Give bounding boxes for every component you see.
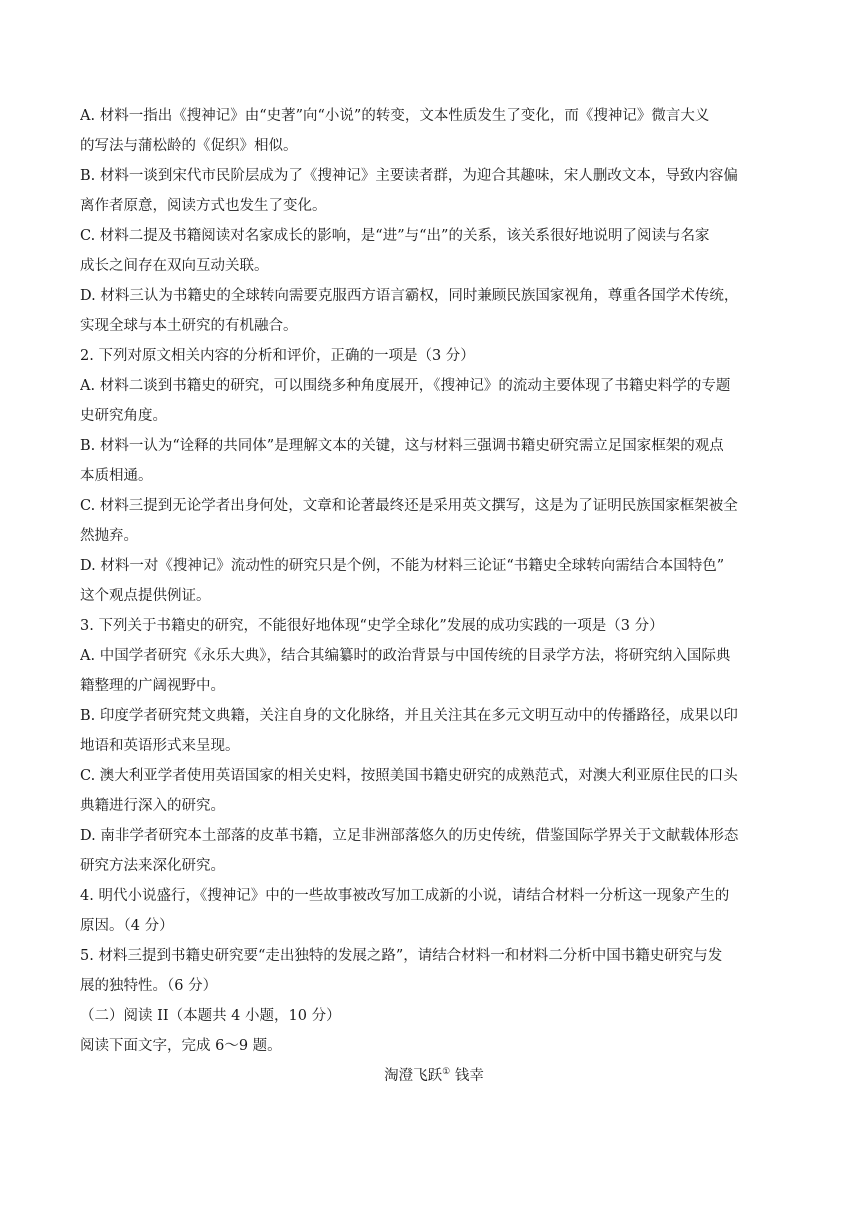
text-line: 实现全球与本土研究的有机融合。 [80,318,298,334]
author-name: 钱幸 [454,1068,484,1084]
text-line: 展的独特性。（6 分） [80,978,218,994]
text-line: C. 材料三提到无论学者出身何处，文章和论著最终还是采用英文撰写，这是为了证明民族国家框架被全 [80,498,738,514]
text-line: A. 中国学者研究《永乐大典》，结合其编纂时的政治背景与中国传统的目录学方法，将研究纳入国际典 [80,648,731,664]
text-line: 籍整理的广阔视野中。 [80,678,225,694]
text-line: A. 材料一指出《搜神记》由“史著”向“小说”的转变，文本性质发生了变化，而《搜神记》微言大义 [80,108,710,124]
text-line: C. 澳大利亚学者使用英语国家的相关史料，按照美国书籍史研究的成熟范式，对澳大利亚原住民的口头 [80,768,738,784]
text-line: 成长之间存在双向互动关联。 [80,258,269,274]
text-line: 离作者原意，阅读方式也发生了变化。 [80,198,327,214]
section-heading: （二）阅读 II（本题共 4 小题，10 分） [80,1008,341,1024]
question-heading: 5. 材料三提到书籍史研究要“走出独特的发展之路”，请结合材料一和材料二分析中国书籍史研究与发 [80,948,723,964]
title-text: 淘澄飞跃 [384,1068,443,1084]
question-heading: 3. 下列关于书籍史的研究，不能很好地体现“史学全球化”发展的成功实践的一项是（3 分） [80,618,664,634]
text-line: D. 材料一对《搜神记》流动性的研究只是个例，不能为材料三论证“书籍史全球转向需结合本国特色” [80,558,725,574]
text-line: 史研究角度。 [80,408,167,424]
text-line: D. 南非学者研究本土部落的皮革书籍，立足非洲部落悠久的历史传统，借鉴国际学界关于文献载体形态 [80,828,739,844]
text-line: 原因。（4 分） [80,918,174,934]
text-line: D. 材料三认为书籍史的全球转向需要克服西方语言霸权，同时兼顾民族国家视角，尊重各国学术传统， [80,288,739,304]
text-line: 这个观点提供例证。 [80,588,211,604]
instruction-line: 阅读下面文字，完成 6～9 题。 [80,1038,282,1054]
text-line: 本质相通。 [80,468,153,484]
text-line: 典籍进行深入的研究。 [80,798,225,814]
text-line: 的写法与蒲松龄的《促织》相似。 [80,138,298,154]
text-line: B. 材料一谈到宋代市民阶层成为了《搜神记》主要读者群，为迎合其趣味，宋人删改文本，导致内容偏 [80,168,738,184]
document-body [80,101,788,1091]
text-line: 研究方法来深化研究。 [80,858,225,874]
text-line: B. 印度学者研究梵文典籍，关注自身的文化脉络，并且关注其在多元文明互动中的传播路径，成果以印 [80,708,738,724]
question-heading: 4. 明代小说盛行，《搜神记》中的一些故事被改写加工成新的小说，请结合材料一分析这一现象产生的 [80,888,730,904]
text-line: B. 材料一认为“诠释的共同体”是理解文本的关键，这与材料三强调书籍史研究需立足国家框架的观点 [80,438,724,454]
passage-title [80,1061,788,1091]
text-line: A. 材料二谈到书籍史的研究，可以围绕多种角度展开，《搜神记》的流动主要体现了书籍史料学的专题 [80,378,731,394]
footnote-mark: ① [442,1067,451,1078]
text-line: 地语和英语形式来呈现。 [80,738,240,754]
text-line: C. 材料二提及书籍阅读对名家成长的影响，是“进”与“出”的关系，该关系很好地说明了阅读与名家 [80,228,710,244]
question-heading: 2. 下列对原文相关内容的分析和评价，正确的一项是（3 分） [80,348,475,364]
text-line: 然抛弃。 [80,528,138,544]
